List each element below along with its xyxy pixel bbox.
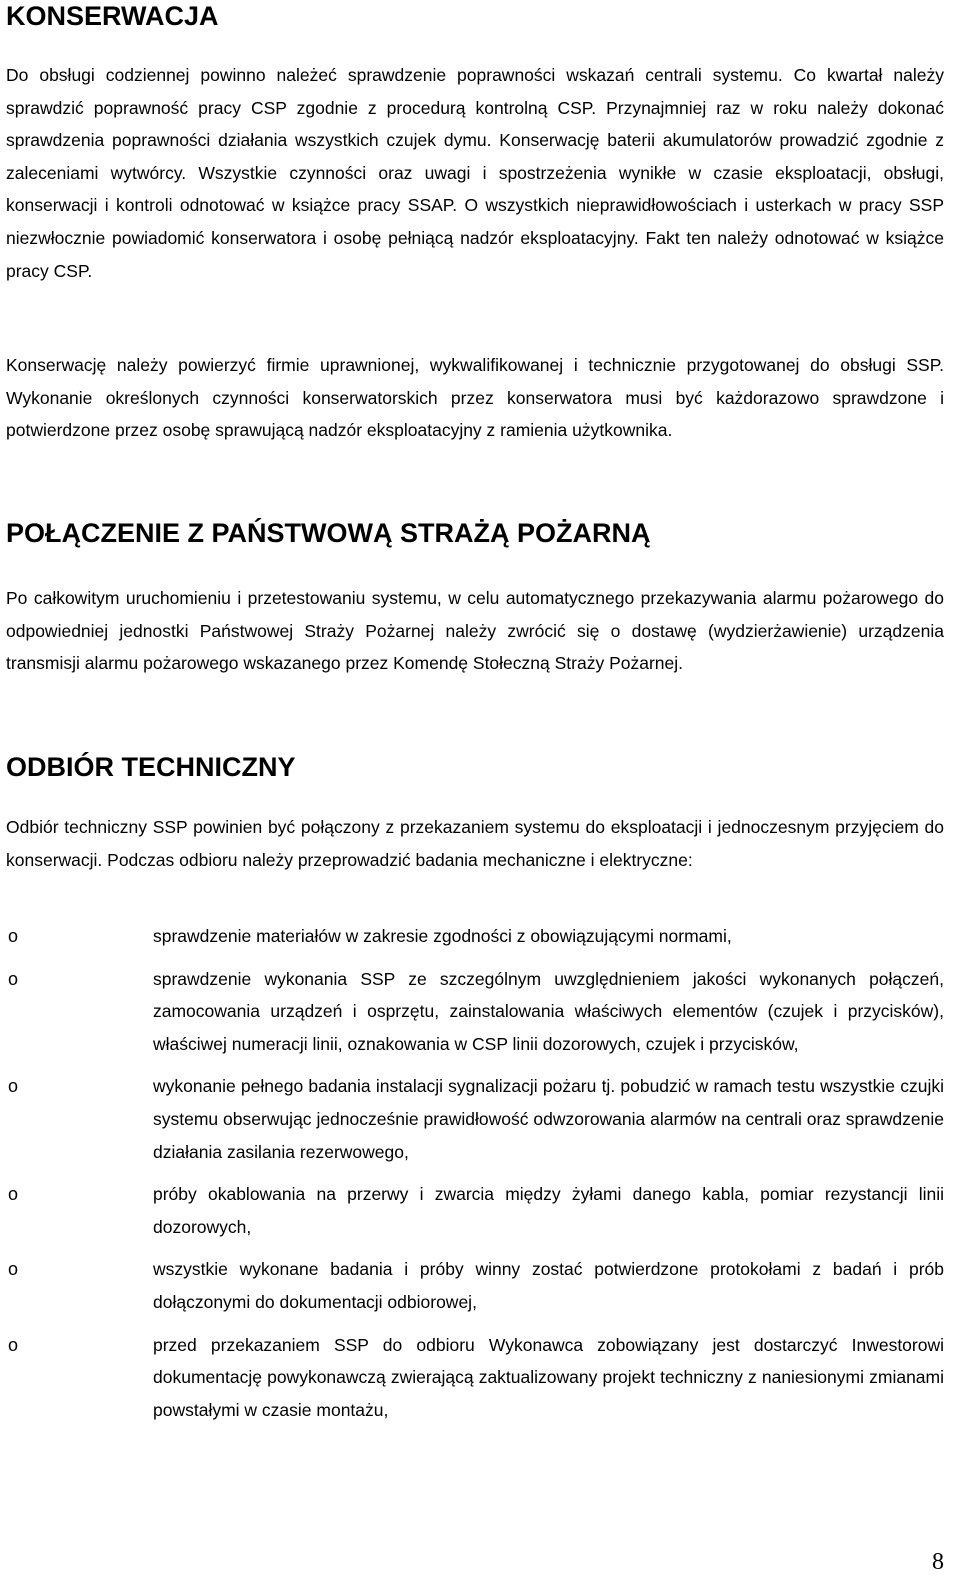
list-item	[6, 1253, 944, 1318]
paragraph-psp: Po całkowitym uruchomieniu i przetestowaniu systemu, w celu automatycznego przekazywania alarmu pożarowego do odpowiedniej jednostki Państwowej Straży Pożarnej należy zwrócić się o dostawę (wydzierżawienie) urządzenia transmisji alarmu pożarowego wskazanego przez Komendę Stołeczną Straży Pożarnej.	[6, 588, 944, 674]
bullet-marker: o	[8, 926, 19, 946]
list-item-text: sprawdzenie materiałów w zakresie zgodności z obowiązującymi normami,	[153, 926, 732, 946]
list-item-text: przed przekazaniem SSP do odbioru Wykonawca zobowiązany jest dostarczyć Inwestorowi dokumentację powykonawczą zwierającą zaktualizowany projekt techniczny z naniesionymi zmianami powstałymi w czasie montażu,	[153, 1334, 944, 1420]
list-item	[6, 1178, 944, 1243]
list-item	[6, 963, 944, 1061]
bullet-marker: o	[8, 1334, 19, 1355]
bullet-marker: o	[8, 1259, 19, 1280]
paragraph-odbior: Odbiór techniczny SSP powinien być połączony z przekazaniem systemu do eksploatacji i jednoczesnym przyjęciem do konserwacji. Podczas odbioru należy przeprowadzić badania mechaniczne i elektryczne:	[6, 817, 944, 870]
bullet-marker: o	[8, 968, 19, 989]
list-item	[6, 920, 944, 953]
list-item-text: próby okablowania na przerwy i zwarcia między żyłami danego kabla, pomiar rezystancji linii dozorowych,	[153, 1184, 944, 1237]
bullet-marker: o	[8, 1076, 19, 1097]
list-item-text: wszystkie wykonane badania i próby winny zostać potwierdzone protokołami z badań i prób dołączonymi do dokumentacji odbiorowej,	[153, 1259, 944, 1312]
paragraph-konserwacja-2: Konserwację należy powierzyć firmie uprawnionej, wykwalifikowanej i technicznie przygotowanej do obsługi SSP. Wykonanie określonych czynności konserwatorskich przez konserwatora musi być każdorazowo sprawdzone i potwierdzone przez osobę sprawującą nadzór eksploatacyjny z ramienia użytkownika.	[6, 355, 944, 441]
list-item	[6, 1329, 944, 1427]
list-item-text: wykonanie pełnego badania instalacji sygnalizacji pożaru tj. pobudzić w ramach testu wszystkie czujki systemu obserwując jednocześnie prawidłowość odwzorowania alarmów na centrali oraz sprawdzenie działania zasilania rezerwowego,	[153, 1076, 944, 1162]
paragraph-konserwacja-text: Do obsługi codziennej powinno należeć sprawdzenie poprawności wskazań centrali systemu. Co kwartał należy sprawdzić poprawność pracy CSP zgodnie z procedurą kontrolną CSP. Przynajmniej raz w roku należy dokonać sprawdzenia poprawności działania wszystkich czujek dymu. Konserwację baterii akumulatorów prowadzić zgodnie z zaleceniami wytwórcy. Wszystkie czynności oraz uwagi i spostrzeżenia wynikłe w czasie eksploatacji, obsługi, konserwacji i kontroli odnotować w książce pracy SSAP. O wszystkich nieprawidłowościach i usterkach w pracy SSP niezwłocznie powiadomić konserwatora i osobę pełniącą nadzór eksploatacyjny. Fakt ten należy odnotować w książce pracy CSP.	[6, 65, 944, 281]
list-item-text: sprawdzenie wykonania SSP ze szczególnym uwzględnieniem jakości wykonanych połączeń, zamocowania urządzeń i osprzętu, zainstalowania właściwych elementów (czujek i przycisków), właściwej numeracji linii, oznakowania w CSP linii dozorowych, czujek i przycisków,	[153, 968, 944, 1054]
heading-konserwacja: KONSERWACJA	[6, 1, 219, 31]
list-item	[6, 1070, 944, 1168]
bullet-marker: o	[8, 1184, 19, 1205]
page-number: 8	[932, 1549, 944, 1575]
heading-odbior: ODBIÓR TECHNICZNY	[6, 752, 296, 782]
heading-psp: POŁĄCZENIE Z PAŃSTWOWĄ STRAŻĄ POŻARNĄ	[6, 518, 651, 548]
odbior-checklist	[6, 920, 944, 1436]
paragraph-konserwacja	[6, 59, 944, 287]
